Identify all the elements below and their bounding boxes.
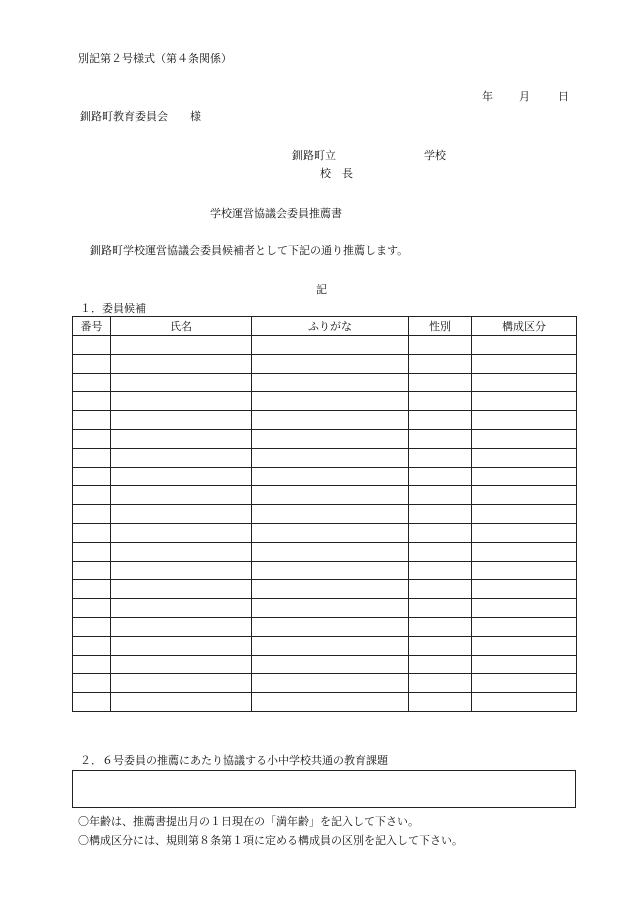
name-cell[interactable]: [111, 599, 252, 618]
table-row: [73, 486, 577, 505]
number-cell[interactable]: [73, 617, 111, 636]
number-cell[interactable]: [73, 599, 111, 618]
furigana-cell[interactable]: [252, 617, 409, 636]
category-cell[interactable]: [472, 599, 577, 618]
number-cell[interactable]: [73, 523, 111, 542]
furigana-cell[interactable]: [252, 429, 409, 448]
table-row: [73, 336, 577, 355]
name-cell[interactable]: [111, 392, 252, 411]
number-cell[interactable]: [73, 411, 111, 430]
table-row: [73, 467, 577, 486]
gender-cell[interactable]: [409, 523, 472, 542]
column-header-name: 氏名: [111, 317, 252, 336]
category-cell[interactable]: [472, 674, 577, 693]
gender-cell[interactable]: [409, 542, 472, 561]
name-cell[interactable]: [111, 336, 252, 355]
number-cell[interactable]: [73, 392, 111, 411]
gender-cell[interactable]: [409, 467, 472, 486]
gender-cell[interactable]: [409, 636, 472, 655]
furigana-cell[interactable]: [252, 354, 409, 373]
gender-cell[interactable]: [409, 336, 472, 355]
section1-heading: １．委員候補: [80, 302, 146, 315]
name-cell[interactable]: [111, 486, 252, 505]
gender-cell[interactable]: [409, 561, 472, 580]
furigana-cell[interactable]: [252, 411, 409, 430]
date-line: [482, 88, 569, 104]
gender-cell[interactable]: [409, 674, 472, 693]
furigana-cell[interactable]: [252, 505, 409, 524]
gender-cell[interactable]: [409, 580, 472, 599]
category-cell[interactable]: [472, 636, 577, 655]
name-cell[interactable]: [111, 505, 252, 524]
number-cell[interactable]: [73, 561, 111, 580]
number-cell[interactable]: [73, 693, 111, 712]
note-age: 〇年齢は、推薦書提出月の１日現在の「満年齢」を記入して下さい。: [78, 815, 419, 828]
table-row: [73, 693, 577, 712]
name-cell[interactable]: [111, 448, 252, 467]
category-cell[interactable]: [472, 411, 577, 430]
column-header-category: 構成区分: [472, 317, 577, 336]
name-cell[interactable]: [111, 561, 252, 580]
furigana-cell[interactable]: [252, 693, 409, 712]
gender-cell[interactable]: [409, 429, 472, 448]
furigana-cell[interactable]: [252, 336, 409, 355]
column-header-gender: 性別: [409, 317, 472, 336]
name-cell[interactable]: [111, 429, 252, 448]
furigana-cell[interactable]: [252, 392, 409, 411]
furigana-cell[interactable]: [252, 486, 409, 505]
furigana-cell[interactable]: [252, 373, 409, 392]
number-cell[interactable]: [73, 486, 111, 505]
number-cell[interactable]: [73, 429, 111, 448]
gender-cell[interactable]: [409, 411, 472, 430]
number-cell[interactable]: [73, 336, 111, 355]
furigana-cell[interactable]: [252, 674, 409, 693]
gender-cell[interactable]: [409, 486, 472, 505]
table-row: [73, 392, 577, 411]
table-row: [73, 655, 577, 674]
addressee: 釧路町教育委員会 様: [80, 110, 201, 123]
date-month-label: 月: [519, 90, 530, 103]
body-text: 釧路町学校運営協議会委員候補者として下記の通り推薦します。: [90, 244, 409, 257]
category-cell[interactable]: [472, 561, 577, 580]
furigana-cell[interactable]: [252, 599, 409, 618]
category-cell[interactable]: [472, 448, 577, 467]
table-row: [73, 599, 577, 618]
name-cell[interactable]: [111, 411, 252, 430]
name-cell[interactable]: [111, 636, 252, 655]
gender-cell[interactable]: [409, 599, 472, 618]
gender-cell[interactable]: [409, 354, 472, 373]
furigana-cell[interactable]: [252, 523, 409, 542]
name-cell[interactable]: [111, 655, 252, 674]
category-cell[interactable]: [472, 354, 577, 373]
name-cell[interactable]: [111, 617, 252, 636]
number-cell[interactable]: [73, 655, 111, 674]
number-cell[interactable]: [73, 467, 111, 486]
category-cell[interactable]: [472, 523, 577, 542]
category-cell[interactable]: [472, 542, 577, 561]
category-cell[interactable]: [472, 467, 577, 486]
school-line: [292, 147, 446, 163]
furigana-cell[interactable]: [252, 448, 409, 467]
number-cell[interactable]: [73, 373, 111, 392]
category-cell[interactable]: [472, 429, 577, 448]
number-cell[interactable]: [73, 448, 111, 467]
category-cell[interactable]: [472, 392, 577, 411]
table-row: [73, 429, 577, 448]
name-cell[interactable]: [111, 523, 252, 542]
principal-label: 校 長: [320, 167, 353, 180]
gender-cell[interactable]: [409, 392, 472, 411]
number-cell[interactable]: [73, 354, 111, 373]
table-row: [73, 411, 577, 430]
table-row: [73, 561, 577, 580]
ki-label: 記: [316, 283, 327, 296]
number-cell[interactable]: [73, 505, 111, 524]
form-number-label: 別記第２号様式（第４条関係）: [78, 52, 232, 65]
date-day-label: 日: [558, 90, 569, 103]
note-category: 〇構成区分には、規則第８条第１項に定める構成員の区別を記入して下さい。: [78, 834, 463, 847]
name-cell[interactable]: [111, 354, 252, 373]
furigana-cell[interactable]: [252, 542, 409, 561]
name-cell[interactable]: [111, 542, 252, 561]
date-year-label: 年: [482, 90, 493, 103]
table-row: [73, 448, 577, 467]
name-cell[interactable]: [111, 467, 252, 486]
name-cell[interactable]: [111, 674, 252, 693]
school-prefix: 釧路町立: [292, 149, 336, 162]
table-row: [73, 617, 577, 636]
gender-cell[interactable]: [409, 505, 472, 524]
category-cell[interactable]: [472, 486, 577, 505]
gender-cell[interactable]: [409, 693, 472, 712]
table-row: [73, 674, 577, 693]
gender-cell[interactable]: [409, 373, 472, 392]
table-row: [73, 373, 577, 392]
number-cell[interactable]: [73, 542, 111, 561]
education-theme-field[interactable]: [72, 770, 576, 808]
table-row: [73, 636, 577, 655]
gender-cell[interactable]: [409, 655, 472, 674]
number-cell[interactable]: [73, 636, 111, 655]
category-cell[interactable]: [472, 373, 577, 392]
category-cell[interactable]: [472, 336, 577, 355]
category-cell[interactable]: [472, 655, 577, 674]
gender-cell[interactable]: [409, 448, 472, 467]
number-cell[interactable]: [73, 580, 111, 599]
category-cell[interactable]: [472, 693, 577, 712]
furigana-cell[interactable]: [252, 561, 409, 580]
name-cell[interactable]: [111, 373, 252, 392]
gender-cell[interactable]: [409, 617, 472, 636]
name-cell[interactable]: [111, 693, 252, 712]
table-row: [73, 505, 577, 524]
school-suffix: 学校: [424, 149, 446, 162]
table-header-row: [73, 317, 577, 336]
section2-heading: ２．６号委員の推薦にあたり協議する小中学校共通の教育課題: [80, 754, 388, 767]
table-row: [73, 523, 577, 542]
furigana-cell[interactable]: [252, 467, 409, 486]
table-row: [73, 580, 577, 599]
name-cell[interactable]: [111, 580, 252, 599]
furigana-cell[interactable]: [252, 580, 409, 599]
candidate-table: [72, 316, 577, 712]
category-cell[interactable]: [472, 580, 577, 599]
furigana-cell[interactable]: [252, 636, 409, 655]
table-row: [73, 542, 577, 561]
category-cell[interactable]: [472, 617, 577, 636]
category-cell[interactable]: [472, 505, 577, 524]
column-header-number: 番号: [73, 317, 111, 336]
furigana-cell[interactable]: [252, 655, 409, 674]
column-header-furigana: ふりがな: [252, 317, 409, 336]
table-row: [73, 354, 577, 373]
document-title: 学校運営協議会委員推薦書: [210, 207, 342, 220]
number-cell[interactable]: [73, 674, 111, 693]
